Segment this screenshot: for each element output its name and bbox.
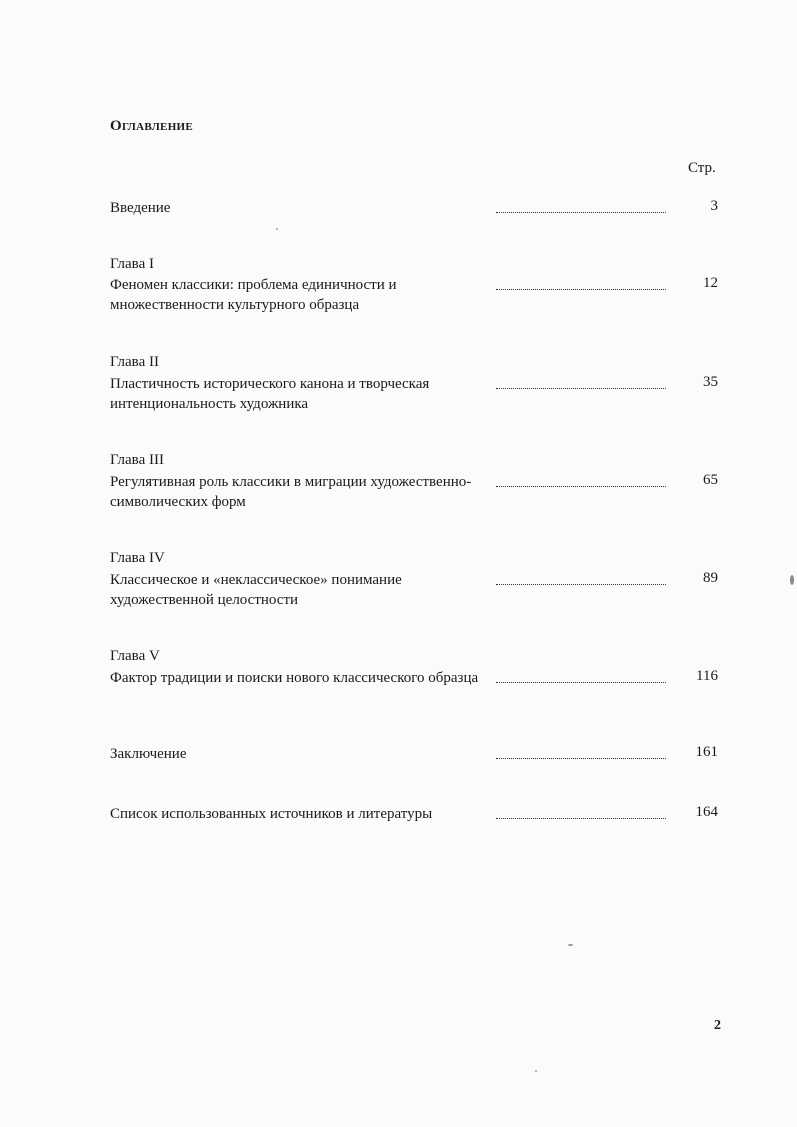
dot-leader [496,682,666,683]
toc-entry-title: Введение [110,200,171,216]
toc-entry-title: Список использованных источников и литературы [110,806,433,822]
scan-speck [790,575,794,585]
scan-speck [276,228,278,230]
dot-leader [496,289,666,290]
toc-entry-title: Классическое и «неклассическое» понимание художественной целостности [110,572,402,608]
toc-entry-page: 3 [710,198,718,214]
toc-entry-page: 35 [703,374,718,390]
toc-entry-page: 164 [695,804,718,820]
toc-heading: Оглавление [110,118,194,134]
toc-entry-chapter-label: Глава V [110,648,160,664]
toc-entry-title: Пластичность исторического канона и творческая интенциональность художника [110,376,430,412]
scan-speck [535,1070,537,1072]
dot-leader [496,818,666,819]
toc-entry-chapter-label: Глава III [110,452,164,468]
page-number: 2 [714,1018,721,1033]
dot-leader [496,486,666,487]
toc-entry-title: Фактор традиции и поиски нового классического образца [110,670,479,686]
dot-leader [496,758,666,759]
dot-leader [496,212,666,213]
toc-entry-chapter-label: Глава IV [110,550,165,566]
toc-entry-chapter-label: Глава II [110,354,159,370]
toc-entry-page: 65 [703,472,718,488]
toc-entry-page: 12 [703,275,718,291]
toc-entry-page: 116 [696,668,718,684]
toc-entry-page: 89 [703,570,718,586]
toc-entry-title: Заключение [110,746,187,762]
toc-entry-page: 161 [695,744,718,760]
dot-leader [496,388,666,389]
toc-entry-title: Феномен классики: проблема единичности и множественности культурного образца [110,277,397,313]
toc-entry-chapter-label: Глава I [110,256,154,272]
scan-speck [568,944,573,946]
dot-leader [496,584,666,585]
toc-entry-title: Регулятивная роль классики в миграции художественно-символических форм [110,474,472,510]
page-column-label: Стр. [688,160,716,176]
